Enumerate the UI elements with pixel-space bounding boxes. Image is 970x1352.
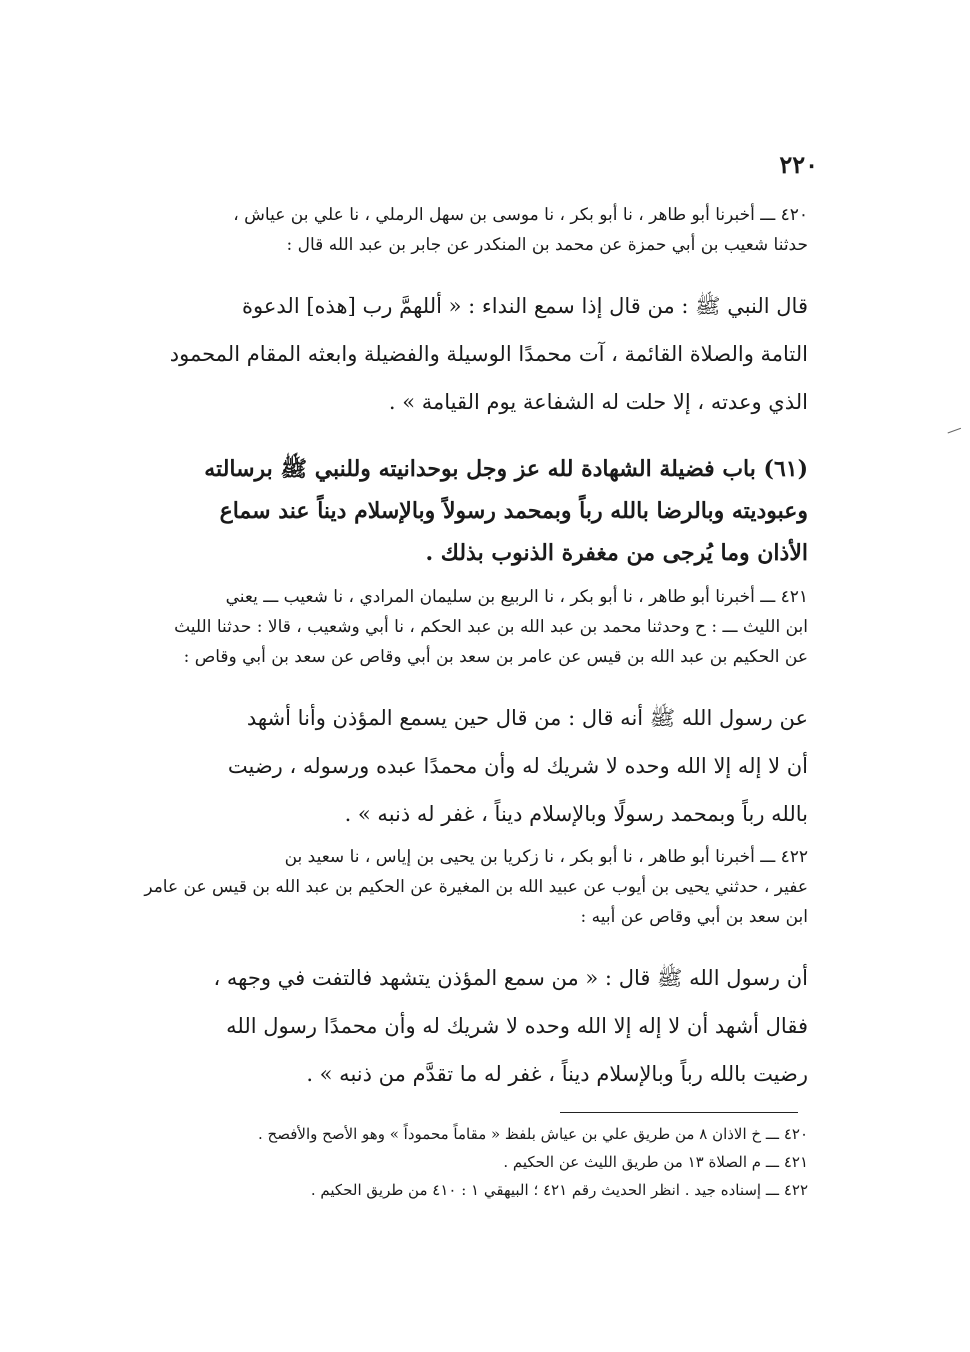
chapter-line: وعبوديته وبالرضا بالله رباً وبمحمد رسولاً وبالإسلام ديناً عند سماع xyxy=(219,498,808,524)
matn-line: التامة والصلاة القائمة ، آت محمدًا الوسيلة والفضيلة وابعثه المقام المحمود xyxy=(169,342,808,366)
isnad-line: ٤٢٢ ـــ أخبرنا أبو طاهر ، نا أبو بكر ، نا زكريا بن يحيى بن إياس ، نا سعيد بن xyxy=(284,847,808,867)
isnad-line: ٤٢٠ ـــ أخبرنا أبو طاهر ، نا أبو بكر ، نا موسى بن سهل الرملي ، نا علي بن عياش ، xyxy=(233,205,808,225)
isnad-line: ابن الليث ـــ : ح وحدثنا محمد بن عبد الله بن عبد الحكم ، نا أبي وشعيب ، قالا : حدثنا الليث xyxy=(174,617,808,637)
chapter-line: (٦١) باب فضيلة الشهادة لله عز وجل بوحدانيته وللنبي ﷺ برسالته xyxy=(204,456,808,482)
chapter-61-heading xyxy=(130,448,808,574)
matn-line: الذي وعدته ، إلا حلت له الشفاعة يوم القيامة » . xyxy=(388,390,808,414)
isnad-line: ابن سعد بن أبي وقاص عن أبيه : xyxy=(580,907,808,927)
hadith-421-text xyxy=(130,694,808,838)
isnad-line: عفير ، حدثني يحيى بن أيوب عن عبيد الله بن المغيرة عن الحكيم بن عبد الله بن قيس عن عامر xyxy=(144,877,808,897)
scan-mark xyxy=(948,428,963,437)
footnote-422: ٤٢٢ ـــ إسناده جيد . انظر الحديث رقم ٤٢١ ؛ البيهقي ١ : ٤١٠ من طريق الحكيم . xyxy=(310,1181,808,1199)
hadith-422-isnad xyxy=(130,842,808,932)
matn-line: أن رسول الله ﷺ قال : « من سمع المؤذن يتشهد فالتفت في وجهه ، xyxy=(213,966,808,990)
footnote-divider xyxy=(560,1112,798,1113)
matn-line: قال النبي ﷺ : من قال إذا سمع النداء : « أللهمَّ رب [هذه] الدعوة xyxy=(242,294,808,318)
matn-line: بالله رباً وبمحمد رسولًا وبالإسلام ديناً ، غفر له ذنبه » . xyxy=(344,802,808,826)
hadith-422-text xyxy=(130,954,808,1098)
hadith-420-isnad xyxy=(130,200,808,260)
hadith-421-isnad xyxy=(130,582,808,672)
chapter-line: الأذان وما يُرجى من مغفرة الذنوب بذلك . xyxy=(425,540,808,566)
isnad-line: ٤٢١ ـــ أخبرنا أبو طاهر ، نا أبو بكر ، نا الربيع بن سليمان المرادي ، نا شعيب ـــ يعني xyxy=(225,587,808,607)
matn-line: رضيت بالله رباً وبالإسلام ديناً ، غفر له ما تقدَّم من ذنبه » . xyxy=(306,1062,808,1086)
page-number: ٢٢٠ xyxy=(779,150,818,179)
footnote-420: ٤٢٠ ـــ خ الاذان ٨ من طريق علي بن عياش بلفظ « مقاماً محموداً » وهو الأصح والأفصح . xyxy=(258,1125,808,1143)
matn-line: عن رسول الله ﷺ أنه قال : من قال حين يسمع المؤذن وأنا أشهد xyxy=(246,706,808,730)
footnotes xyxy=(130,1120,808,1204)
isnad-line: عن الحكيم بن عبد الله بن قيس عن عامر بن سعد بن أبي وقاص عن سعد بن أبي وقاص : xyxy=(183,647,808,667)
hadith-420-text xyxy=(130,282,808,426)
matn-line: فقال أشهد أن لا إله إلا الله وحده لا شريك له وأن محمدًا رسول الله xyxy=(226,1014,808,1038)
isnad-line: حدثنا شعيب بن أبي حمزة عن محمد بن المنكدر عن جابر بن عبد الله قال : xyxy=(286,235,808,255)
matn-line: أن لا إله إلا الله وحده لا شريك له وأن محمدًا عبده ورسوله ، رضيت xyxy=(227,754,808,778)
footnote-421: ٤٢١ ـــ م الصلاة ١٣ من طريق الليث عن الحكيم . xyxy=(503,1153,808,1171)
